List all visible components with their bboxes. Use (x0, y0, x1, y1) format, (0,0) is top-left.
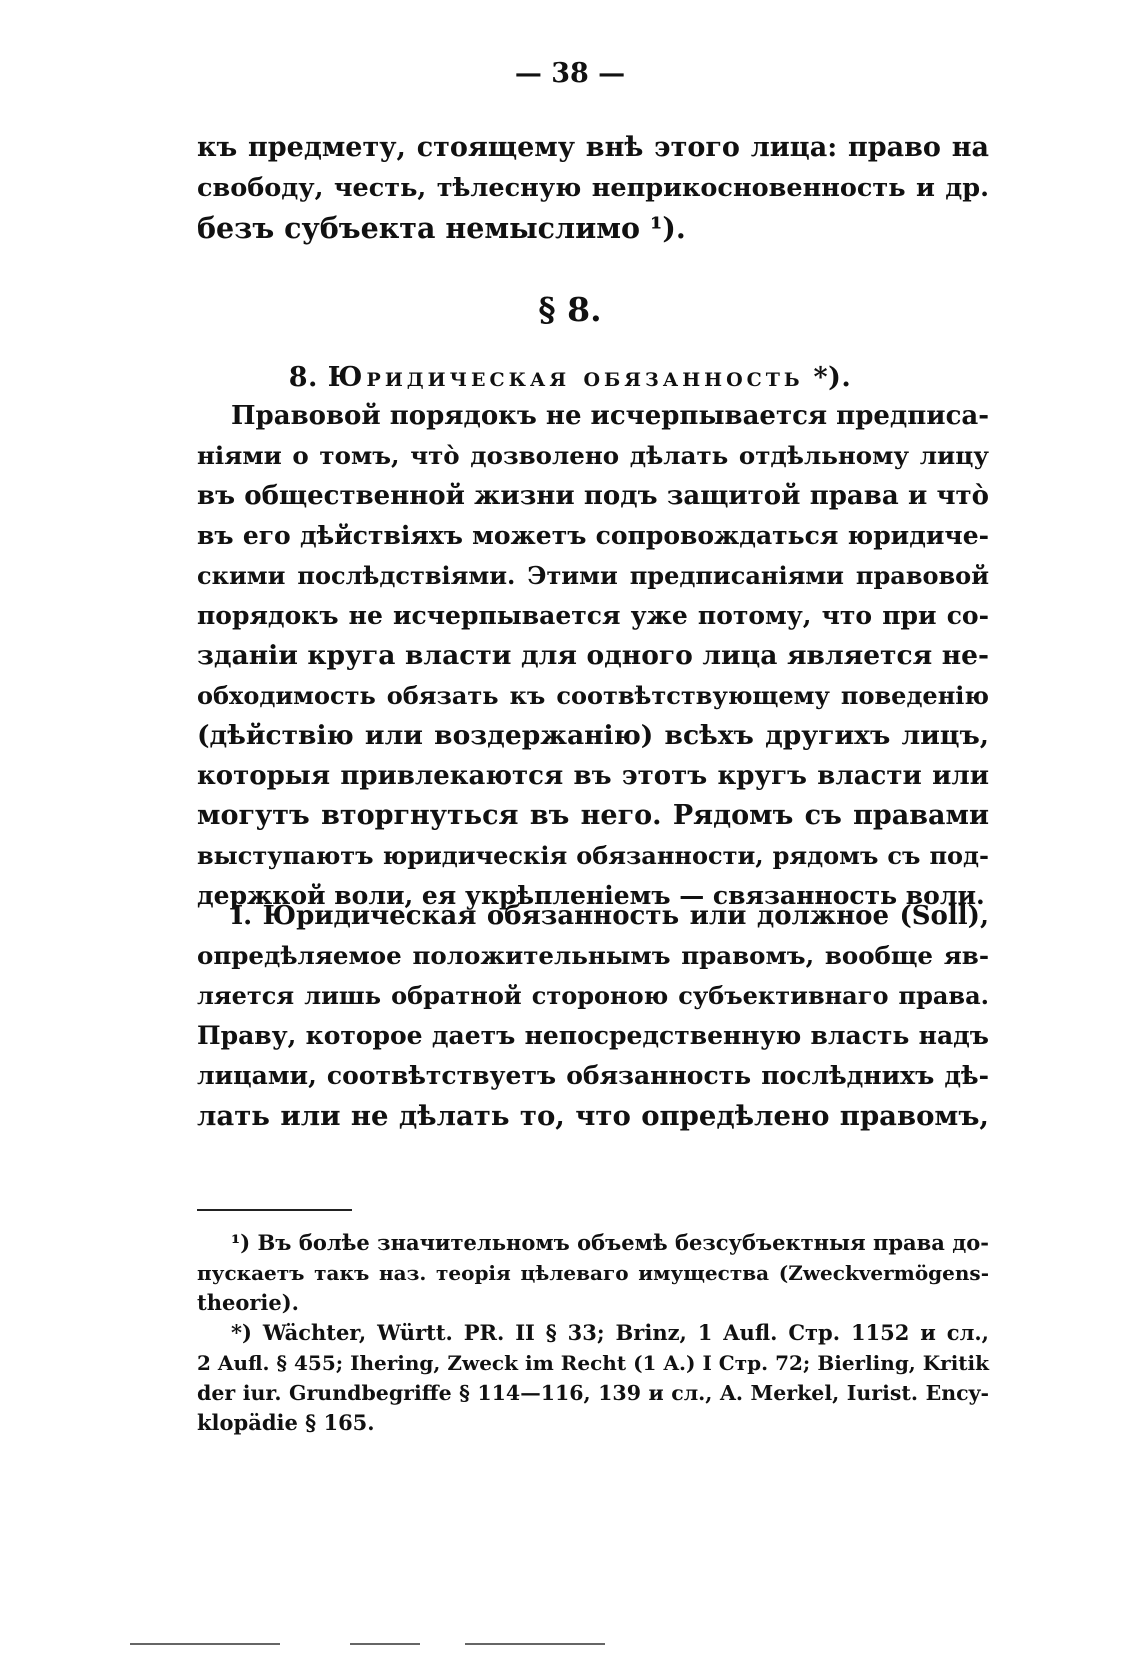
text-line: скими послѣдствіями. Этими предписаніями правовой (197, 561, 989, 590)
text-line: обходимость обязать къ соотвѣтствующему поведенію (197, 681, 989, 710)
text-line: свободу, честь, тѣлесную неприкосновенность и др. (197, 173, 989, 203)
section-title (0, 362, 1140, 393)
text-line: порядокъ не исчерпывается уже потому, что при со- (197, 601, 989, 630)
paragraph-1 (197, 396, 989, 916)
text-line: къ предмету, стоящему внѣ этого лица: право на (197, 132, 989, 163)
text-line: въ общественной жизни подъ защитой права и что̀ (197, 481, 989, 511)
section-title-text: Юридическая обязанность (327, 362, 804, 393)
scan-mark (465, 1643, 605, 1645)
text-line: ніями о томъ, что̀ дозволено дѣлать отдѣльному лицу (197, 441, 989, 470)
footnote-line: *) Wächter, Württ. PR. II § 33; Brinz, 1 Aufl. Стр. 1152 и сл., (231, 1320, 989, 1345)
footnote-line: theorie). (197, 1290, 299, 1315)
text-line: лать или не дѣлать то, что опредѣлено правомъ, (197, 1100, 989, 1132)
text-line: Праву, которое даетъ непосредственную власть надъ (197, 1021, 989, 1050)
footnote-line: klopädie § 165. (197, 1410, 375, 1435)
text-line: ляется лишь обратной стороною субъективнаго права. (197, 981, 989, 1010)
footnote-line: der iur. Grundbegriffe § 114—116, 139 и сл., A. Merkel, Iurist. Ency- (197, 1381, 989, 1405)
section-title-number: 8. (288, 362, 318, 393)
scan-edge-marks (130, 1640, 1010, 1648)
footnote-line: ¹) Въ болѣе значительномъ объемѣ безсубъектныя права до- (231, 1230, 989, 1255)
scan-mark (350, 1643, 420, 1645)
footnote-line: 2 Aufl. § 455; Ihering, Zweck im Recht (1 A.) I Стр. 72; Bierling, Kritik (197, 1351, 989, 1375)
text-line: которыя привлекаются въ этотъ кругъ власти или (197, 761, 989, 791)
scan-mark (130, 1643, 280, 1645)
paragraph-2 (197, 896, 989, 1136)
continuation-text (197, 128, 989, 248)
text-line: I. Юридическая обязанность или должное (Soll), (231, 901, 989, 931)
text-line: безъ субъекта немыслимо ¹). (197, 211, 686, 245)
section-mark: § 8. (538, 290, 602, 329)
text-line: (дѣйствію или воздержанію) всѣхъ другихъ лицъ, (197, 720, 989, 751)
text-line: выступаютъ юридическія обязанности, рядомъ съ под- (197, 841, 989, 870)
page-number: — 38 — (514, 58, 626, 89)
text-line: могутъ вторгнуться въ него. Рядомъ съ правами (197, 800, 989, 831)
text-line: Правовой порядокъ не исчерпывается предписа- (231, 401, 990, 431)
text-line: лицами, соотвѣтствуетъ обязанность послѣднихъ дѣ- (197, 1061, 989, 1090)
footnotes (197, 1228, 989, 1438)
footnote-line: пускаетъ такъ наз. теорія цѣлеваго имущества (Zweckvermögens- (197, 1261, 989, 1285)
text-line: опредѣляемое положительнымъ правомъ, вообще яв- (197, 941, 989, 970)
section-title-tail: *). (813, 362, 852, 393)
footnote-divider (197, 1209, 352, 1211)
text-line: въ его дѣйствіяхъ можетъ сопровождаться юридиче- (197, 521, 989, 550)
text-line: держкой воли, ея укрѣпленіемъ — связанность воли. (197, 881, 985, 910)
text-line: зданіи круга власти для одного лица является не- (197, 640, 989, 671)
